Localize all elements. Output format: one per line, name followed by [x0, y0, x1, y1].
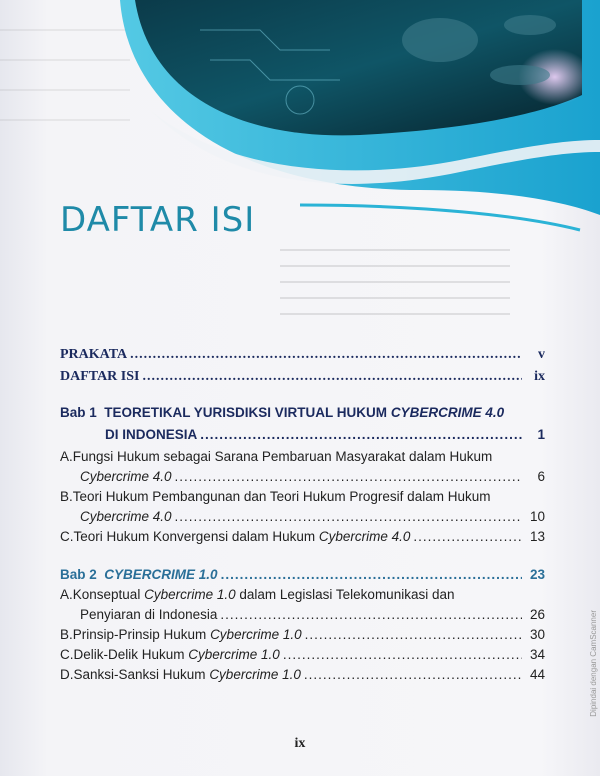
toc-label: DAFTAR ISI [60, 369, 140, 384]
chapter-title-cont: DI INDONESIA [105, 427, 198, 442]
leader-dots [283, 646, 522, 664]
toc-page: 1 [537, 427, 545, 442]
leader-dots [305, 626, 522, 644]
leader-dots [142, 368, 522, 386]
toc-label: PRAKATA [60, 347, 128, 362]
chapter-1-heading-line2[interactable] [60, 426, 545, 444]
toc-page: ix [534, 369, 545, 384]
toc-item-cont[interactable]: Cybercrime 4.0 ..... 10 [60, 508, 545, 526]
leader-dots [304, 666, 522, 684]
chapter-number: Bab 1 TEORETIKAL YURISDIKSI VIRTUAL HUKUM CYBERCRIME 4.0 [60, 405, 505, 420]
toc-page: 23 [529, 567, 545, 582]
chapter-1-heading[interactable] [60, 404, 545, 422]
toc-item[interactable]: A.Fungsi Hukum sebagai Sarana Pembaruan Masyarakat dalam Hukum [60, 449, 493, 464]
toc-item[interactable]: B.Prinsip-Prinsip Hukum Cybercrime 1.0 ..... 30 [60, 626, 545, 644]
toc-page: 26 [529, 607, 545, 622]
show-through-text [280, 235, 580, 345]
scanner-watermark: Dipindai dengan CamScanner [589, 610, 598, 717]
toc-item-cont[interactable]: Cybercrime 4.0 ..... 6 [60, 468, 545, 486]
leader-dots [221, 566, 522, 584]
toc-item[interactable]: B.Teori Hukum Pembangunan dan Teori Hukum Progresif dalam Hukum [60, 489, 491, 504]
leader-dots [175, 468, 522, 486]
toc-page: 44 [529, 667, 545, 682]
leader-dots [413, 528, 522, 546]
toc-page: 10 [529, 509, 545, 524]
leader-dots [220, 606, 522, 624]
toc-item[interactable]: C.Delik-Delik Hukum Cybercrime 1.0 ..... 34 [60, 646, 545, 664]
page-title: DAFTAR ISI [60, 200, 256, 240]
leader-dots [130, 346, 522, 364]
toc-item-cont[interactable]: Penyiaran di Indonesia ..... 26 [60, 606, 545, 624]
toc-entry-daftar-isi[interactable] [60, 368, 545, 386]
leader-dots [175, 508, 522, 526]
toc-page: 30 [529, 627, 545, 642]
toc-page: 6 [537, 469, 545, 484]
toc-entry-prakata[interactable] [60, 346, 545, 364]
leader-dots [200, 426, 522, 444]
toc-page: 34 [529, 647, 545, 662]
chapter-2-heading[interactable]: Bab 2 CYBERCRIME 1.0 ..... 23 [60, 566, 545, 584]
toc-item[interactable]: C.Teori Hukum Konvergensi dalam Hukum Cybercrime 4.0 ..... 13 [60, 528, 545, 546]
toc-item[interactable]: D.Sanksi-Sanksi Hukum Cybercrime 1.0 ..... 44 [60, 666, 545, 684]
toc-page: 13 [529, 529, 545, 544]
toc-page: v [538, 347, 545, 362]
toc-item[interactable]: A.Konseptual Cybercrime 1.0 dalam Legislasi Telekomunikasi dan [60, 587, 455, 602]
page-number: ix [294, 736, 306, 751]
